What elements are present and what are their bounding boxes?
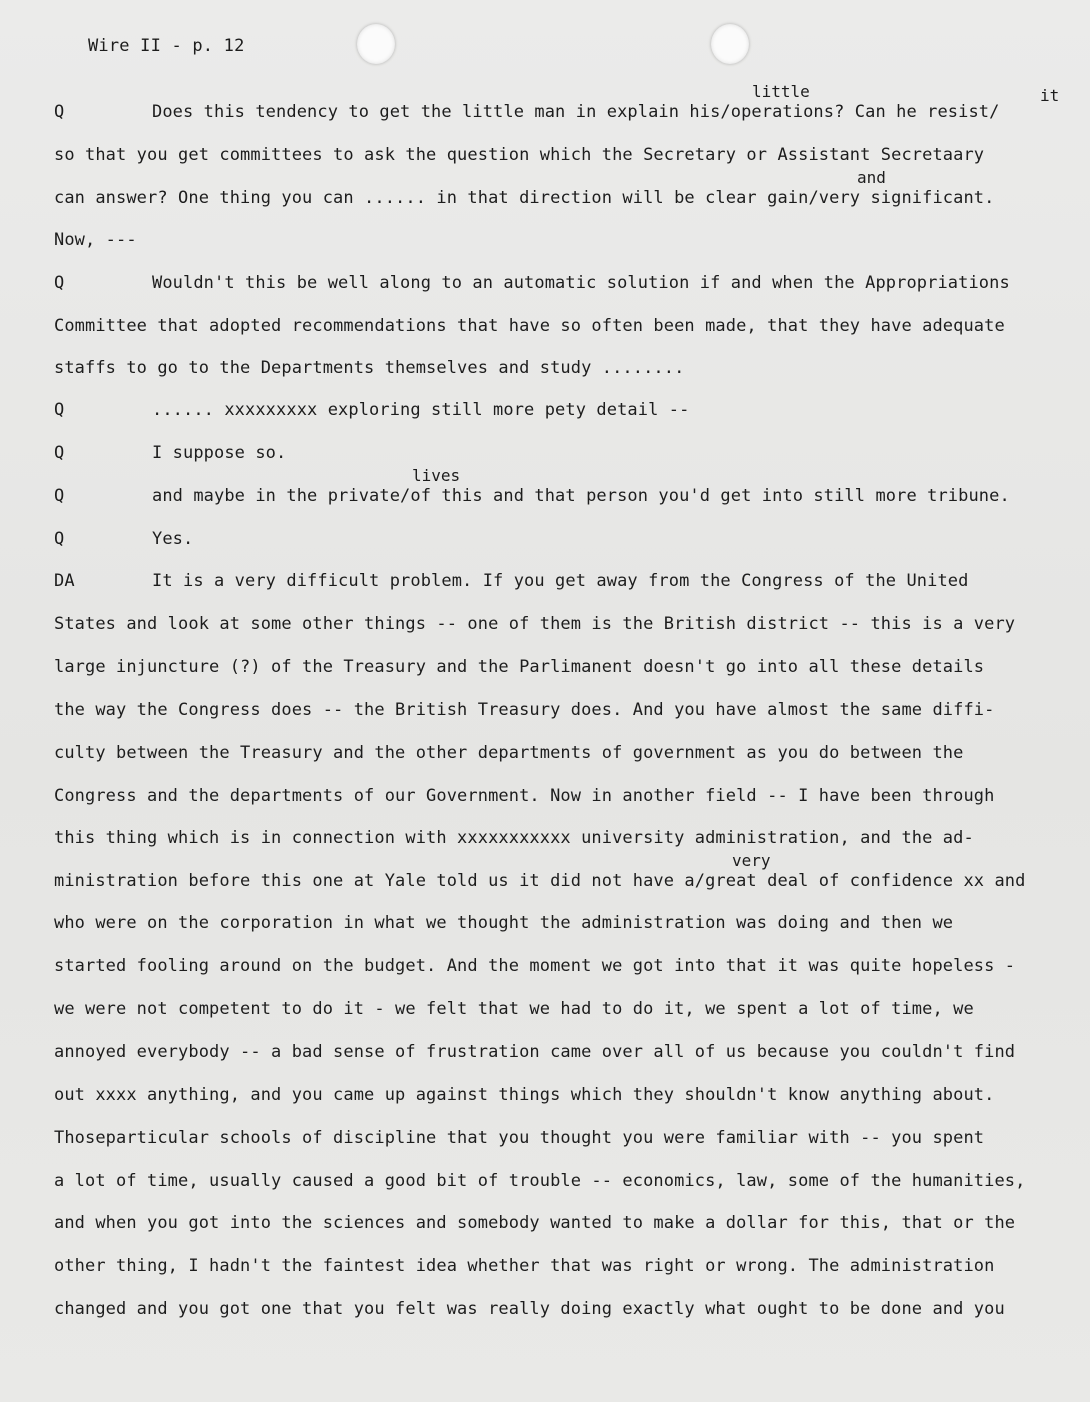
line-text: Congress and the departments of our Government. Now in another field -- I have been through [54, 786, 995, 806]
insertion-little: little [752, 82, 810, 101]
line-text: ministration before this one at Yale told us it did not have a/great deal of confidence xx and [54, 871, 1026, 891]
line-text: Wouldn't this be well along to an automatic solution if and when the Appropriations [152, 273, 1010, 293]
line-text: Committee that adopted recommendations that have so often been made, that they have adequate [54, 316, 1005, 336]
line-text: so that you get committees to ask the question which the Secretary or Assistant Secretaary [54, 145, 985, 165]
line-text: Now, --- [54, 230, 137, 250]
line-text: other thing, I hadn't the faintest idea whether that was right or wrong. The administration [54, 1256, 995, 1276]
line-text: ...... xxxxxxxxx exploring still more pety detail -- [152, 400, 690, 420]
insertion-and: and [857, 168, 886, 187]
line-text: States and look at some other things -- one of them is the British district -- this is a very [54, 614, 1016, 634]
speaker-label: Q [54, 529, 65, 549]
line-text: a lot of time, usually caused a good bit of trouble -- economics, law, some of the humanities, [54, 1171, 1026, 1191]
punch-hole-left [357, 24, 395, 64]
line-text: and when you got into the sciences and somebody wanted to make a dollar for this, that or the [54, 1213, 1016, 1233]
line-text: It is a very difficult problem. If you get away from the Congress of the United [152, 571, 969, 591]
line-text: this thing which is in connection with xxxxxxxxxxx university administration, and the ad- [54, 828, 974, 848]
insertion-lives: lives [412, 466, 461, 485]
insertion-it: it [1040, 86, 1060, 105]
speaker-label: Q [54, 400, 65, 420]
line-text: and maybe in the private/of this and that person you'd get into still more tribune. [152, 486, 1010, 506]
line-text: I suppose so. [152, 443, 287, 463]
line-text: we were not competent to do it - we felt that we had to do it, we spent a lot of time, we [54, 999, 974, 1019]
speaker-label: Q [54, 486, 65, 506]
line-text: can answer? One thing you can ...... in that direction will be clear gain/very significant. [54, 188, 995, 208]
line-text: Thoseparticular schools of discipline that you thought you were familiar with -- you spent [54, 1128, 985, 1148]
speaker-label: DA [54, 571, 75, 591]
speaker-label: Q [54, 443, 65, 463]
line-text: changed and you got one that you felt was really doing exactly what ought to be done and you [54, 1299, 1005, 1319]
line-text: who were on the corporation in what we thought the administration was doing and then we [54, 913, 954, 933]
page-header: Wire II - p. 12 [88, 36, 245, 56]
punch-hole-right [711, 24, 749, 64]
speaker-label: Q [54, 102, 65, 122]
line-text: the way the Congress does -- the British Treasury does. And you have almost the same diffi- [54, 700, 995, 720]
line-text: large injuncture (?) of the Treasury and the Parlimanent doesn't go into all these details [54, 657, 985, 677]
insertion-very: very [732, 851, 771, 870]
line-text: staffs to go to the Departments themselves and study ........ [54, 358, 685, 378]
line-text: Yes. [152, 529, 194, 549]
line-text: started fooling around on the budget. And the moment we got into that it was quite hopeless - [54, 956, 1016, 976]
line-text: Does this tendency to get the little man in explain his/operations? Can he resist/ [152, 102, 1000, 122]
speaker-label: Q [54, 273, 65, 293]
line-text: annoyed everybody -- a bad sense of frustration came over all of us because you couldn't find [54, 1042, 1016, 1062]
line-text: out xxxx anything, and you came up against things which they shouldn't know anything about. [54, 1085, 995, 1105]
line-text: culty between the Treasury and the other departments of government as you do between the [54, 743, 964, 763]
